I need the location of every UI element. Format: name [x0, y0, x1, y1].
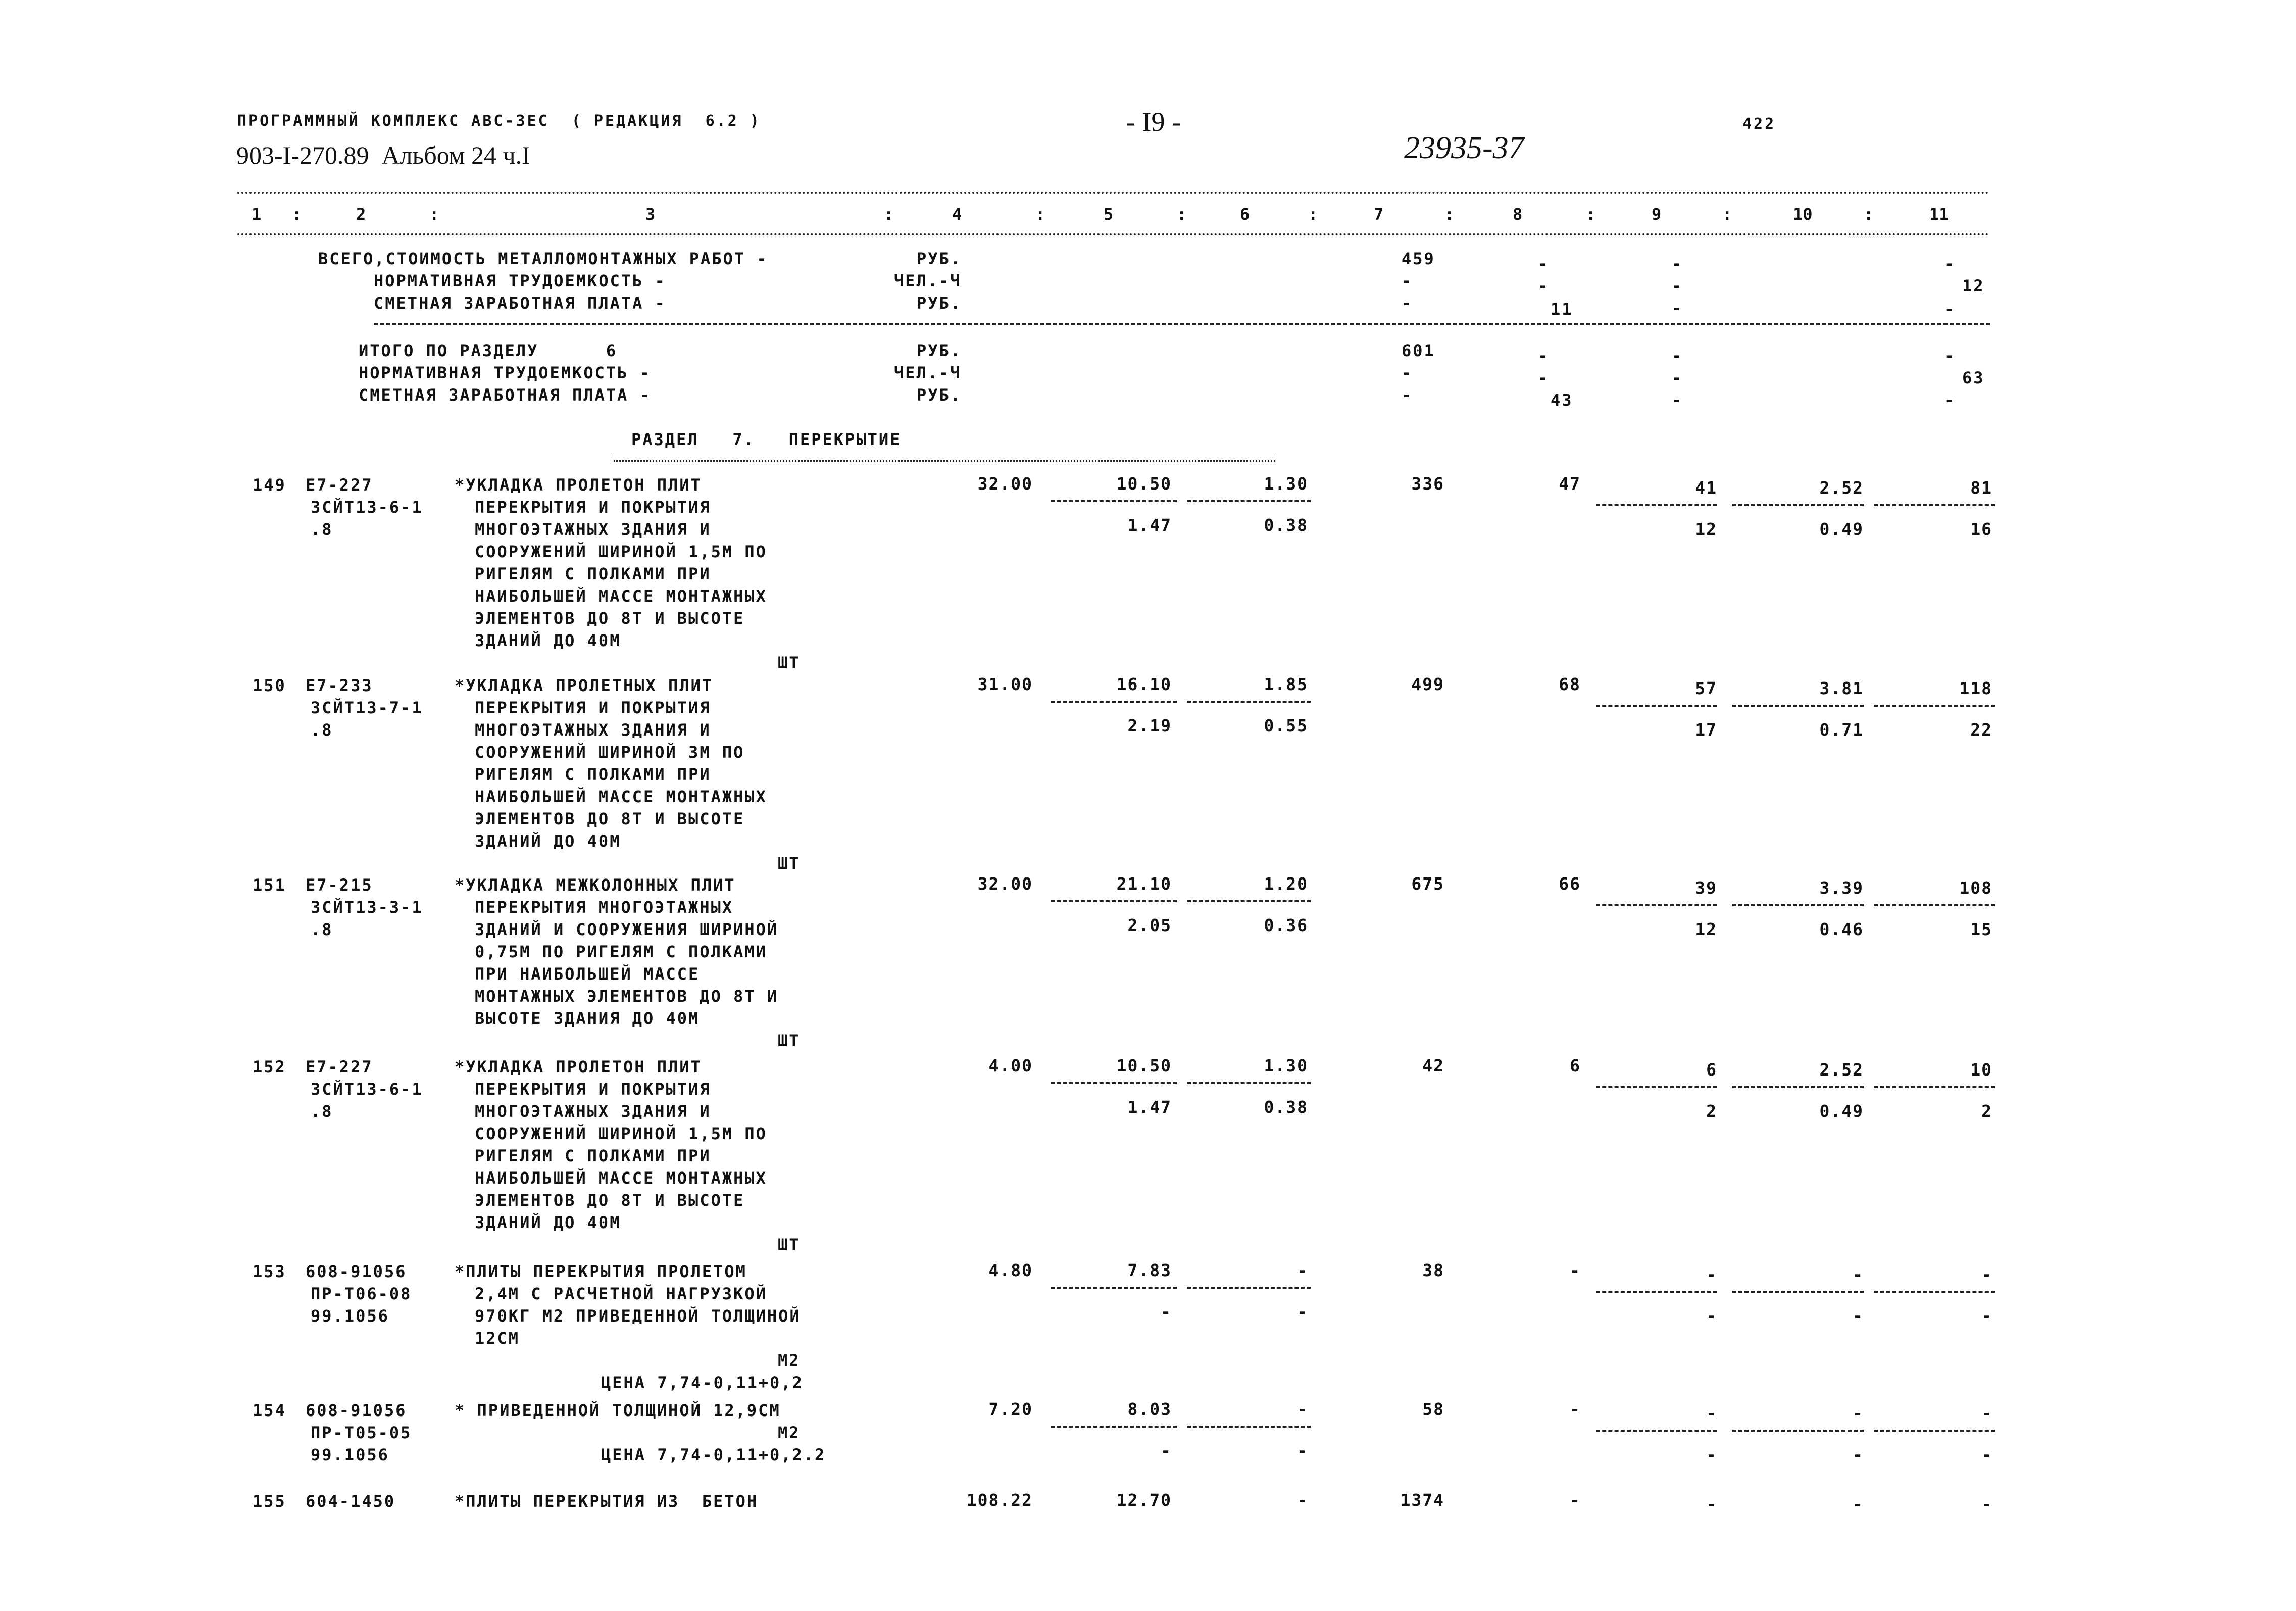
- cell-labor-total-sub: 16: [1970, 519, 1992, 539]
- col-1: 1: [252, 205, 262, 224]
- cell-labor-total: 108: [1959, 878, 1992, 898]
- cell-divider: [1596, 705, 1717, 707]
- cell-qty: 32.00: [977, 474, 1033, 494]
- cell-labor: -: [1706, 1403, 1717, 1423]
- cell-divider: [1187, 900, 1311, 902]
- cell-labor-total: 118: [1959, 678, 1992, 698]
- cell-wage: 1.30: [1264, 1056, 1308, 1076]
- row-description: 2,4М С РАСЧЕТНОЙ НАГРУЗКОЙ: [475, 1284, 767, 1303]
- cell-qty: 4.80: [988, 1260, 1033, 1280]
- row-code: 99.1056: [311, 1306, 389, 1326]
- cell: -: [1402, 271, 1413, 290]
- cell-divider: [1732, 705, 1864, 707]
- cell-wage-total: 47: [1559, 474, 1581, 494]
- cell-labor-unit-sub: 0.71: [1819, 720, 1864, 740]
- row-description: СООРУЖЕНИЙ ШИРИНОЙ 1,5М ПО: [475, 542, 767, 561]
- summary-label: НОРМАТИВНАЯ ТРУДОЕМКОСТЬ -: [359, 363, 651, 382]
- col-11: 11: [1929, 205, 1949, 224]
- row-code: Е7-227: [306, 475, 373, 495]
- cell-divider: [1596, 1086, 1717, 1088]
- cell-labor: 39: [1695, 878, 1717, 898]
- cell-labor-total-sub: -: [1981, 1306, 1992, 1326]
- row-description: *ПЛИТЫ ПЕРЕКРЫТИЯ ИЗ БЕТОН: [455, 1492, 759, 1511]
- cell: -: [1402, 363, 1413, 382]
- section-title: РАЗДЕЛ 7. ПЕРЕКРЫТИЕ: [631, 430, 902, 449]
- row-code: Е7-215: [306, 875, 373, 895]
- row-description: РИГЕЛЯМ С ПОЛКАМИ ПРИ: [475, 765, 711, 784]
- cell: -: [1672, 276, 1683, 296]
- unit: ЧЕЛ.-Ч: [894, 363, 962, 382]
- unit: РУБ.: [917, 341, 962, 360]
- cell-unit-cost: 7.83: [1127, 1260, 1172, 1280]
- document-page: ПРОГРАММНЫЙ КОМПЛЕКС АВС-3ЕС ( РЕДАКЦИЯ 6.2 ) 903-I-270.89 Альбом 24 ч.I - I9 - 23935-37 422 1 2 3 4 5 6 7 8 9 10 11 : : : : : : : : : : ВСЕГО,СТОИМОСТЬ МЕТАЛЛОМОНТАЖНЫХ РАБОТ - НОРМАТИВНАЯ ТРУДОЕМКОСТЬ - СМЕТНАЯ ЗАРАБОТНАЯ ПЛАТА - РУБ. ЧЕЛ.-Ч РУБ. 459 - - - - 11 - - - - 12 - ИТОГО ПО РАЗДЕЛУ 6 НОРМАТИВНАЯ ТРУДОЕМКОСТЬ - СМЕТНАЯ ЗАРАБОТНАЯ ПЛАТА - РУБ. ЧЕЛ.-Ч РУБ. 601 - - - - 43 - - - - 63 - РАЗДЕЛ 7. ПЕРЕКРЫТИЕ 149 Е7-227 3СЙТ13-6-1 .8 *УКЛАДКА ПРОЛЕТОН ПЛИТ ПЕРЕКРЫТИЯ И ПОКРЫТИЯ МНОГОЭТАЖНЫХ ЗДАНИЯ И СООРУЖЕНИЙ ШИРИНОЙ 1,5М ПО РИГЕЛЯМ С ПОЛКАМИ ПРИ НАИБОЛЬШЕЙ МАССЕ МОНТАЖНЫХ ЭЛЕМЕНТОВ ДО 8Т И ВЫСОТЕ ЗДАНИЙ ДО 40М ШТ 32.00 10.50 1.30 336 47 41 2.52 81 1.47 0.38 12 0.49 16 150 Е7-233 3СЙТ13-7-1 .8 *УКЛАДКА ПРОЛЕТНЫХ ПЛИТ ПЕРЕКРЫТИЯ И ПОКРЫТИЯ МНОГОЭТАЖНЫХ ЗДАНИЯ И СООРУЖЕНИЙ ШИРИНОЙ 3М ПО РИГЕЛЯМ С ПОЛКАМИ ПРИ НАИБОЛЬШЕЙ МАССЕ МОНТАЖНЫХ ЭЛЕМЕНТОВ ДО 8Т И ВЫСОТЕ ЗДАНИЙ ДО 40М ШТ 31.00 16.10 1.85 499 68 57 3.81 118 2.19 0.55 17 0.71 22 151 Е7-215 3СЙТ13-3-1 .8 *УКЛАДКА МЕЖКОЛОННЫХ ПЛИТ ПЕРЕКРЫТИЯ МНОГОЭТАЖНЫХ ЗДАНИЙ И СООРУЖЕНИЯ ШИРИНОЙ 0,75М ПО РИГЕЛЯМ С ПОЛКАМИ ПРИ НАИБОЛЬШЕЙ МАССЕ МОНТАЖНЫХ ЭЛЕМЕНТОВ ДО 8Т И ВЫСОТЕ ЗДАНИЯ ДО 40М ШТ 32.00 21.10 1.20 675 66 39 3.39 108 2.05 0.36 12 0.46 15 152 Е7-227 3СЙТ13-6-1 .8 *УКЛАДКА ПРОЛЕТОН ПЛИТ ПЕРЕКРЫТИЯ И ПОКРЫТИЯ МНОГОЭТАЖНЫХ ЗДАНИЯ И СООРУЖЕНИЙ ШИРИНОЙ 1,5М ПО РИГЕЛЯМ С ПОЛКАМИ ПРИ НАИБОЛЬШЕЙ МАССЕ МОНТАЖНЫХ ЭЛЕМЕНТОВ ДО 8Т И ВЫСОТЕ ЗДАНИЙ ДО 40М ШТ 4.00 10.50 1.30 42 6 6 2.52 10 1.47 0.38 2 0.49 2 153 608-91056 ПР-Т06-08 99.1056 *ПЛИТЫ ПЕРЕКРЫТИЯ ПРОЛЕТОМ 2,4М С РАСЧЕТНОЙ НАГРУЗКОЙ 970КГ М2 ПРИВЕДЕННОЙ ТОЛЩИНОЙ 12СМ М2 ЦЕНА 7,74-0,11+0,2 4.80 7.83 - 38 - - - - - - - - - 154 608-91056 ПР-Т05-05 99.1056 * ПРИВЕДЕННОЙ ТОЛЩИНОЙ 12,9СМ М2 ЦЕНА 7,74-0,11+0,2.2 7.20 8.03 - 58 - - - - - - - - - 155 604-1450 *ПЛИТЫ ПЕРЕКРЫТИЯ ИЗ БЕТОН 108.22 12.70 - 1374 - - - -: [0, 0, 2296, 1611]
- cell-labor-unit: 2.52: [1819, 1060, 1864, 1080]
- cell-divider: [1051, 500, 1177, 502]
- cell-unit-cost: 16.10: [1116, 674, 1172, 694]
- cell-divider: [1051, 1287, 1177, 1289]
- cell: -: [1672, 299, 1683, 318]
- summary-rule: [374, 323, 1990, 325]
- row-code: 608-91056: [306, 1401, 407, 1420]
- cell-labor-total-sub: 22: [1970, 720, 1992, 740]
- row-description: ЗДАНИЙ ДО 40М: [475, 832, 621, 851]
- row-description: ЗДАНИЙ И СООРУЖЕНИЯ ШИРИНОЙ: [475, 920, 779, 939]
- cell-wage-sub: 0.38: [1264, 1097, 1308, 1117]
- cell-total: 675: [1411, 874, 1444, 894]
- unit: РУБ.: [917, 294, 962, 313]
- cell-labor-total-sub: 2: [1981, 1101, 1992, 1121]
- cell-divider: [1187, 701, 1311, 703]
- cell-total: 499: [1411, 674, 1444, 694]
- cell-divider: [1596, 1291, 1717, 1293]
- row-description: ПЕРЕКРЫТИЯ И ПОКРЫТИЯ: [475, 498, 711, 517]
- row-code: .8: [311, 720, 333, 740]
- summary-label: ИТОГО ПО РАЗДЕЛУ 6: [359, 341, 618, 360]
- cell-labor-unit-sub: 0.49: [1819, 519, 1864, 539]
- row-description: МНОГОЭТАЖНЫХ ЗДАНИЯ И: [475, 520, 711, 539]
- cell-total: 1374: [1400, 1490, 1444, 1510]
- row-number: 149: [253, 475, 286, 495]
- cell: -: [1402, 294, 1413, 313]
- cell: -: [1944, 390, 1956, 410]
- cell-unit-cost: 10.50: [1116, 1056, 1172, 1076]
- cell-labor-unit: 3.39: [1819, 878, 1864, 898]
- cell-labor-sub: 17: [1695, 720, 1717, 740]
- cell-labor-total-sub: -: [1981, 1445, 1992, 1464]
- cell: -: [1944, 346, 1956, 365]
- row-code: ПР-Т05-05: [311, 1423, 412, 1442]
- col-8: 8: [1513, 205, 1523, 224]
- cell-divider: [1187, 1426, 1311, 1428]
- row-code: .8: [311, 920, 333, 939]
- row-number: 150: [253, 676, 286, 695]
- unit: РУБ.: [917, 385, 962, 405]
- cell-wage-total: -: [1570, 1399, 1581, 1419]
- cell-wage: 1.30: [1264, 474, 1308, 494]
- cell-unit-cost: 8.03: [1127, 1399, 1172, 1419]
- row-code: .8: [311, 520, 333, 539]
- row-description: ЭЛЕМЕНТОВ ДО 8Т И ВЫСОТЕ: [475, 1191, 745, 1210]
- cell-labor-sub: 2: [1706, 1101, 1717, 1121]
- cell-divider: [1051, 1426, 1177, 1428]
- row-number: 154: [253, 1401, 286, 1420]
- row-description: ЭЛЕМЕНТОВ ДО 8Т И ВЫСОТЕ: [475, 609, 745, 628]
- document-number: 23935-37: [1404, 131, 1524, 165]
- cell-divider: [1874, 504, 1995, 506]
- cell: -: [1538, 276, 1550, 296]
- row-description: *УКЛАДКА ПРОЛЕТНЫХ ПЛИТ: [455, 676, 714, 695]
- cell-total: 38: [1422, 1260, 1444, 1280]
- cell: -: [1672, 390, 1683, 410]
- cell-divider: [1874, 1086, 1995, 1088]
- row-description: ПЕРЕКРЫТИЯ И ПОКРЫТИЯ: [475, 1080, 711, 1099]
- col-9: 9: [1652, 205, 1662, 224]
- cell-wage-sub: 0.38: [1264, 515, 1308, 535]
- cell-wage-total: 6: [1570, 1056, 1581, 1076]
- cell-divider: [1732, 1086, 1864, 1088]
- row-unit: ШТ: [778, 1031, 801, 1050]
- cell: 12: [1962, 276, 1985, 296]
- cell: -: [1944, 254, 1956, 273]
- cell-labor-total: -: [1981, 1494, 1992, 1514]
- col-4: 4: [952, 205, 962, 224]
- cell-labor: -: [1706, 1264, 1717, 1284]
- cell-divider: [1732, 504, 1864, 506]
- row-description: МНОГОЭТАЖНЫХ ЗДАНИЯ И: [475, 720, 711, 740]
- row-description: РИГЕЛЯМ С ПОЛКАМИ ПРИ: [475, 564, 711, 583]
- cell-unit-cost-sub: -: [1161, 1302, 1172, 1322]
- cell-labor-unit: 2.52: [1819, 478, 1864, 498]
- row-unit: М2: [778, 1351, 801, 1370]
- col-6: 6: [1240, 205, 1250, 224]
- cell-divider: [1596, 1430, 1717, 1432]
- cell: -: [1538, 368, 1550, 387]
- section-underline: [614, 456, 1275, 462]
- cell-labor-sub: 12: [1695, 919, 1717, 939]
- sheet-number: 422: [1742, 115, 1776, 133]
- page-number: - I9 -: [1126, 107, 1181, 137]
- row-description: ПЕРЕКРЫТИЯ МНОГОЭТАЖНЫХ: [475, 898, 734, 917]
- cell-divider: [1874, 1291, 1995, 1293]
- cell-unit-cost-sub: 1.47: [1127, 1097, 1172, 1117]
- row-description: МНОГОЭТАЖНЫХ ЗДАНИЯ И: [475, 1102, 711, 1121]
- row-unit: ШТ: [778, 653, 801, 672]
- cell: 601: [1402, 341, 1435, 360]
- unit: РУБ.: [917, 249, 962, 268]
- cell-unit-cost: 10.50: [1116, 474, 1172, 494]
- row-description: *ПЛИТЫ ПЕРЕКРЫТИЯ ПРОЛЕТОМ: [455, 1262, 747, 1281]
- cell-qty: 7.20: [988, 1399, 1033, 1419]
- cell-divider: [1732, 1430, 1864, 1432]
- row-description: ПРИ НАИБОЛЬШЕЙ МАССЕ: [475, 964, 700, 984]
- row-code: .8: [311, 1102, 333, 1121]
- cell-wage: -: [1297, 1260, 1308, 1280]
- cell-labor-sub: 12: [1695, 519, 1717, 539]
- cell-labor-total: 10: [1970, 1060, 1992, 1080]
- cell-unit-cost-sub: 1.47: [1127, 515, 1172, 535]
- row-description: ПЕРЕКРЫТИЯ И ПОКРЫТИЯ: [475, 698, 711, 717]
- row-description: СООРУЖЕНИЙ ШИРИНОЙ 1,5М ПО: [475, 1124, 767, 1143]
- cell-labor-total: -: [1981, 1403, 1992, 1423]
- cell-divider: [1732, 1291, 1864, 1293]
- cell-divider: [1596, 904, 1717, 906]
- row-code: ПР-Т06-08: [311, 1284, 412, 1303]
- row-description: ЭЛЕМЕНТОВ ДО 8Т И ВЫСОТЕ: [475, 809, 745, 828]
- cell-wage-sub: -: [1297, 1441, 1308, 1460]
- cell-labor: 41: [1695, 478, 1717, 498]
- row-description: РИГЕЛЯМ С ПОЛКАМИ ПРИ: [475, 1146, 711, 1165]
- cell-labor: -: [1706, 1494, 1717, 1514]
- cell-unit-cost: 12.70: [1116, 1490, 1172, 1510]
- row-code: 3СЙТ13-6-1: [311, 1080, 423, 1099]
- col-10: 10: [1793, 205, 1813, 224]
- cell-wage: -: [1297, 1490, 1308, 1510]
- row-code: 3СЙТ13-3-1: [311, 898, 423, 917]
- header-bottom-rule: [237, 233, 1990, 235]
- cell-wage: 1.20: [1264, 874, 1308, 894]
- row-description: СООРУЖЕНИЙ ШИРИНОЙ 3М ПО: [475, 743, 745, 762]
- cell: -: [1402, 385, 1413, 405]
- row-description: 970КГ М2 ПРИВЕДЕННОЙ ТОЛЩИНОЙ: [475, 1306, 801, 1326]
- row-price: ЦЕНА 7,74-0,11+0,2.2: [601, 1445, 826, 1464]
- cell-total: 336: [1411, 474, 1444, 494]
- cell-unit-cost-sub: -: [1161, 1441, 1172, 1460]
- row-unit: ШТ: [778, 854, 801, 873]
- cell-wage-total: 66: [1559, 874, 1581, 894]
- program-header: ПРОГРАММНЫЙ КОМПЛЕКС АВС-3ЕС ( РЕДАКЦИЯ 6.2 ): [237, 112, 761, 130]
- row-code: 99.1056: [311, 1445, 389, 1464]
- cell-divider: [1051, 1082, 1177, 1084]
- cell-wage-sub: 0.55: [1264, 716, 1308, 736]
- cell-labor-unit: 3.81: [1819, 678, 1864, 698]
- row-number: 155: [253, 1492, 286, 1511]
- cell-labor-sub: -: [1706, 1306, 1717, 1326]
- row-description: 0,75М ПО РИГЕЛЯМ С ПОЛКАМИ: [475, 942, 767, 961]
- cell-labor-total-sub: 15: [1970, 919, 1992, 939]
- cell-total: 58: [1422, 1399, 1444, 1419]
- col-7: 7: [1374, 205, 1384, 224]
- row-description: * ПРИВЕДЕННОЙ ТОЛЩИНОЙ 12,9СМ: [455, 1401, 781, 1420]
- row-code: Е7-233: [306, 676, 373, 695]
- cell-divider: [1051, 900, 1177, 902]
- cell-divider: [1874, 705, 1995, 707]
- cell: -: [1944, 300, 1956, 319]
- cell-labor-unit-sub: -: [1853, 1445, 1864, 1464]
- cell-wage-total: -: [1570, 1490, 1581, 1510]
- cell-unit-cost: 21.10: [1116, 874, 1172, 894]
- cell-total: 42: [1422, 1056, 1444, 1076]
- cell-qty: 4.00: [988, 1056, 1033, 1076]
- row-unit: ШТ: [778, 1235, 801, 1254]
- cell-labor-unit: -: [1853, 1264, 1864, 1284]
- row-description: *УКЛАДКА ПРОЛЕТОН ПЛИТ: [455, 475, 702, 495]
- row-description: ЗДАНИЙ ДО 40М: [475, 631, 621, 650]
- cell: -: [1672, 368, 1683, 387]
- summary-label: ВСЕГО,СТОИМОСТЬ МЕТАЛЛОМОНТАЖНЫХ РАБОТ -: [318, 249, 768, 268]
- row-description: *УКЛАДКА ПРОЛЕТОН ПЛИТ: [455, 1057, 702, 1077]
- cell-labor-unit: -: [1853, 1403, 1864, 1423]
- cell-labor: 57: [1695, 678, 1717, 698]
- cell-labor-total: -: [1981, 1264, 1992, 1284]
- cell-labor: 6: [1706, 1060, 1717, 1080]
- cell: -: [1538, 346, 1550, 365]
- cell-divider: [1187, 500, 1311, 502]
- row-description: ЗДАНИЙ ДО 40М: [475, 1213, 621, 1232]
- summary-label: СМЕТНАЯ ЗАРАБОТНАЯ ПЛАТА -: [359, 385, 651, 405]
- summary-label: СМЕТНАЯ ЗАРАБОТНАЯ ПЛАТА -: [374, 294, 666, 313]
- cell-divider: [1874, 904, 1995, 906]
- cell-wage: 1.85: [1264, 674, 1308, 694]
- row-number: 151: [253, 875, 286, 895]
- cell-divider: [1596, 504, 1717, 506]
- cell: 459: [1402, 249, 1435, 268]
- cell-labor-unit-sub: 0.46: [1819, 919, 1864, 939]
- row-code: 608-91056: [306, 1262, 407, 1281]
- row-unit: М2: [778, 1423, 801, 1442]
- cell-labor-sub: -: [1706, 1445, 1717, 1464]
- row-number: 153: [253, 1262, 286, 1281]
- cell-wage-sub: 0.36: [1264, 915, 1308, 935]
- col-5: 5: [1104, 205, 1114, 224]
- cell-labor-unit-sub: 0.49: [1819, 1101, 1864, 1121]
- summary-label: НОРМАТИВНАЯ ТРУДОЕМКОСТЬ -: [374, 271, 666, 290]
- cell: -: [1672, 346, 1683, 365]
- cell-divider: [1874, 1430, 1995, 1432]
- row-description: МОНТАЖНЫХ ЭЛЕМЕНТОВ ДО 8Т И: [475, 987, 779, 1006]
- cell-divider: [1732, 904, 1864, 906]
- unit: ЧЕЛ.-Ч: [894, 271, 962, 290]
- cell: -: [1538, 254, 1550, 273]
- cell-qty: 108.22: [966, 1490, 1033, 1510]
- row-number: 152: [253, 1057, 286, 1077]
- cell-unit-cost-sub: 2.19: [1127, 716, 1172, 736]
- col-3: 3: [645, 205, 656, 224]
- cell: 11: [1551, 300, 1573, 319]
- document-code: 903-I-270.89 Альбом 24 ч.I: [236, 141, 530, 169]
- row-code: 3СЙТ13-6-1: [311, 498, 423, 517]
- row-description: *УКЛАДКА МЕЖКОЛОННЫХ ПЛИТ: [455, 875, 736, 895]
- cell: 43: [1551, 390, 1573, 410]
- col-2: 2: [356, 205, 366, 224]
- row-code: 3СЙТ13-7-1: [311, 698, 423, 717]
- cell-labor-unit: -: [1853, 1494, 1864, 1514]
- cell-divider: [1187, 1287, 1311, 1289]
- cell-qty: 31.00: [977, 674, 1033, 694]
- cell-divider: [1051, 701, 1177, 703]
- cell-unit-cost-sub: 2.05: [1127, 915, 1172, 935]
- header-top-rule: [237, 192, 1990, 194]
- row-price: ЦЕНА 7,74-0,11+0,2: [601, 1373, 804, 1392]
- row-description: ВЫСОТЕ ЗДАНИЯ ДО 40М: [475, 1009, 700, 1028]
- cell-divider: [1187, 1082, 1311, 1084]
- row-code: Е7-227: [306, 1057, 373, 1077]
- cell-labor-unit-sub: -: [1853, 1306, 1864, 1326]
- cell-qty: 32.00: [977, 874, 1033, 894]
- cell-labor-total: 81: [1970, 478, 1992, 498]
- cell: -: [1672, 254, 1683, 273]
- cell-wage-total: 68: [1559, 674, 1581, 694]
- cell-wage: -: [1297, 1399, 1308, 1419]
- row-description: НАИБОЛЬШЕЙ МАССЕ МОНТАЖНЫХ: [475, 587, 767, 606]
- row-description: НАИБОЛЬШЕЙ МАССЕ МОНТАЖНЫХ: [475, 1168, 767, 1188]
- row-description: НАИБОЛЬШЕЙ МАССЕ МОНТАЖНЫХ: [475, 787, 767, 806]
- cell: 63: [1962, 368, 1985, 387]
- row-description: 12СМ: [475, 1329, 520, 1348]
- cell-wage-sub: -: [1297, 1302, 1308, 1322]
- row-code: 604-1450: [306, 1492, 396, 1511]
- cell-wage-total: -: [1570, 1260, 1581, 1280]
